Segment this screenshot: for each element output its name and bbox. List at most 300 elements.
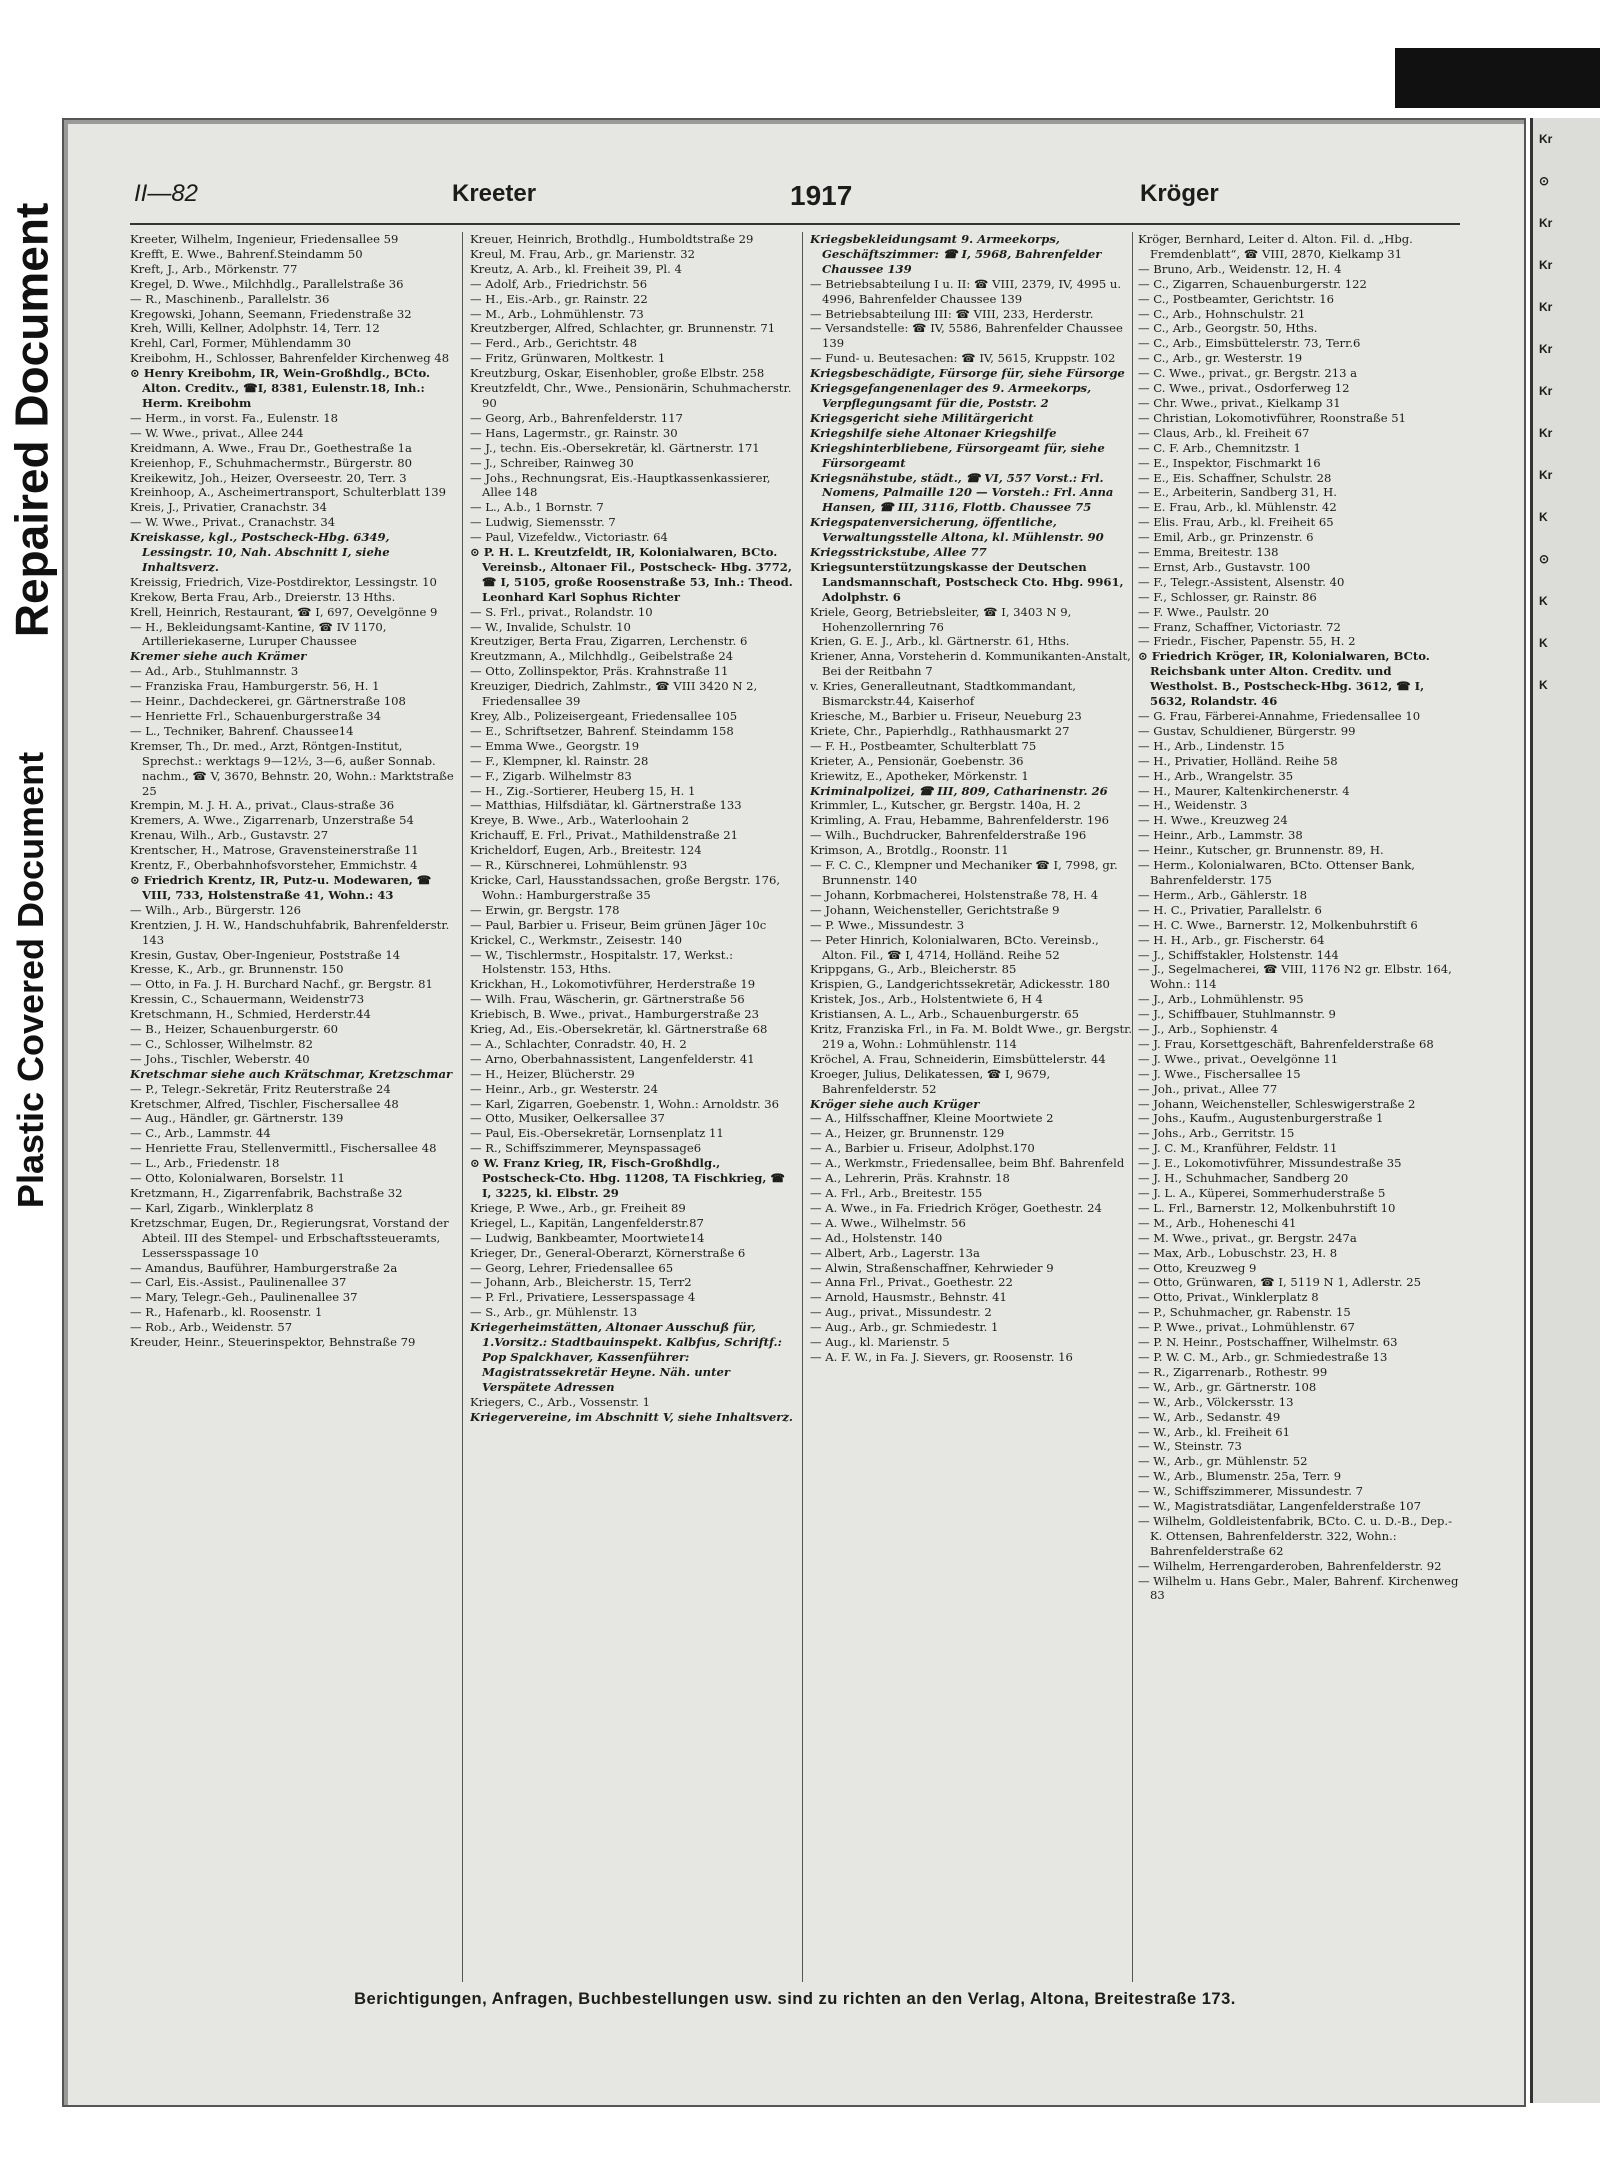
next-page-fragment: K: [1539, 636, 1548, 650]
directory-entry: Kriegsbeschädigte, Fürsorge für, siehe Fürsorge: [810, 366, 1125, 381]
directory-entry: — H., Privatier, Holländ. Reihe 58: [1138, 753, 1338, 768]
next-page-fragment: ⊙: [1539, 552, 1550, 566]
directory-entry: — Wilh., Buchdrucker, Bahrenfelderstraße 196: [810, 828, 1087, 843]
directory-entry: Kritz, Franziska Frl., in Fa. M. Boldt Wwe., gr. Bergstr. 219 a, Wohn.: Lohmühlenstr. 114: [810, 1022, 1133, 1051]
directory-entry: — Johs., Arb., Gerritstr. 15: [1138, 1126, 1295, 1141]
directory-entry: Krehl, Carl, Former, Mühlendamm 30: [130, 336, 352, 351]
directory-entry: — M. Wwe., privat., gr. Bergstr. 247a: [1138, 1230, 1357, 1245]
directory-entry: — R., Schiffszimmerer, Meynspassage6: [470, 1141, 702, 1156]
directory-entry: — E., Inspektor, Fischmarkt 16: [1138, 455, 1321, 470]
directory-entry: — Johs., Tischler, Weberstr. 40: [130, 1051, 310, 1066]
directory-entry: Kressin, C., Schauermann, Weidenstr73: [130, 992, 365, 1007]
directory-entry: — J. E., Lokomotivführer, Missundestraße 35: [1138, 1156, 1402, 1171]
directory-entry: Kreidmann, A. Wwe., Frau Dr., Goethestraße 1a: [130, 440, 412, 455]
directory-entry: Kreikewitz, Joh., Heizer, Overseestr. 20, Terr. 3: [130, 470, 407, 485]
directory-entry: Kreutzmann, A., Milchhdlg., Geibelstraße 24: [470, 649, 734, 664]
directory-entry: — J., Segelmacherei, ☎ VIII, 1176 N2 gr. Elbstr. 164, Wohn.: 114: [1138, 962, 1452, 992]
directory-entry: Kriete, Chr., Papierhdlg., Rathhausmarkt 27: [810, 723, 1070, 738]
directory-entry: Krekow, Berta Frau, Arb., Dreierstr. 13 Hths.: [130, 589, 396, 604]
directory-entry: — W., Invalide, Schulstr. 10: [470, 619, 631, 634]
directory-entry: — Arnold, Hausmstr., Behnstr. 41: [810, 1290, 1007, 1305]
directory-entry: Kröchel, A. Frau, Schneiderin, Eimsbüttelerstr. 44: [810, 1051, 1106, 1066]
directory-entry: Kriegervereine, im Abschnitt V, siehe Inhaltsverz.: [470, 1409, 793, 1424]
directory-entry: Kriegspatenversicherung, öffentliche, Verwaltungsstelle Altona, kl. Mühlenstr. 90: [810, 515, 1104, 545]
next-page-fragment: Kr: [1539, 342, 1553, 356]
directory-entry: — Johs., Rechnungsrat, Eis.-Hauptkassenkassierer, Allee 148: [470, 470, 771, 500]
directory-entry: — F., Zigarb. Wilhelmstr 83: [470, 768, 632, 783]
directory-entry: — C. F. Arb., Chemnitzstr. 1: [1138, 440, 1301, 455]
directory-entry: — W., Arb., gr. Gärtnerstr. 108: [1138, 1379, 1317, 1394]
next-page-fragment: Kr: [1539, 384, 1553, 398]
directory-entry: — J. H., Schuhmacher, Sandberg 20: [1138, 1171, 1349, 1186]
directory-entry: — A. Wwe., Wilhelmstr. 56: [810, 1215, 966, 1230]
directory-entry: — Ludwig, Siemensstr. 7: [470, 515, 616, 530]
directory-entry: — H. C., Privatier, Parallelstr. 6: [1138, 902, 1322, 917]
directory-entry: Kriminalpolizei, ☎ III, 809, Catharinenstr. 26: [810, 783, 1108, 798]
directory-entry: ⊙ Friedrich Kröger, IR, Kolonialwaren, BCto. Reichsbank unter Alton. Creditv. und Westholst. B., Postscheck-Hbg. 3612, ☎ I, 5632, Rolandstr. 46: [1138, 649, 1430, 709]
directory-entry: — M., Arb., Hoheneschi 41: [1138, 1215, 1297, 1230]
directory-entry: — Otto, Grünwaren, ☎ I, 5119 N 1, Adlerstr. 25: [1138, 1275, 1422, 1290]
directory-entry: — J. C. M., Kranführer, Feldstr. 11: [1138, 1141, 1338, 1156]
directory-entry: — Aug., privat., Missundestr. 2: [810, 1305, 992, 1320]
directory-entry: — G. Frau, Färberei-Annahme, Friedensallee 10: [1138, 709, 1421, 723]
directory-entry: Kreutzburg, Oskar, Eisenhobler, große Elbstr. 258: [470, 366, 765, 381]
directory-entry: — Anna Frl., Privat., Goethestr. 22: [810, 1275, 1013, 1290]
directory-entry: — Peter Hinrich, Kolonialwaren, BCto. Vereinsb., Alton. Fil., ☎ I, 4714, Holländ. Reihe 52: [810, 932, 1099, 962]
next-page-fragment: Kr: [1539, 258, 1553, 272]
column-1: [130, 232, 455, 1982]
directory-entry: — A., Lehrerin, Präs. Krahnstr. 18: [810, 1171, 1010, 1186]
directory-entry: Krell, Heinrich, Restaurant, ☎ I, 697, Oevelgönne 9: [130, 604, 438, 619]
directory-entry: — F., Klempner, kl. Rainstr. 28: [470, 753, 649, 768]
directory-entry: — R., Zigarrenarb., Rothestr. 99: [1138, 1364, 1328, 1379]
directory-entry: — J., Schiffstakler, Holstenstr. 144: [1138, 947, 1339, 962]
directory-entry: Kriegsnähstube, städt., ☎ VI, 557 Vorst.: Frl. Nomens, Palmaille 120 — Vorsteh.: Frl. Anna Hansen, ☎ III, 3116, Flottb. Chaussee 75: [810, 470, 1114, 515]
directory-entry: — Henriette Frau, Stellenvermittl., Fischersallee 48: [130, 1141, 437, 1156]
header-last-word: Kröger: [1140, 180, 1219, 207]
directory-entry: — Elis. Frau, Arb., kl. Freiheit 65: [1138, 515, 1334, 530]
directory-entry: Kretzmann, H., Zigarrenfabrik, Bachstraße 32: [130, 1186, 403, 1200]
directory-entry: — Rob., Arb., Weidenstr. 57: [130, 1320, 293, 1335]
directory-entry: — Otto, Musiker, Oelkersallee 37: [470, 1111, 665, 1126]
directory-entry: Kretzschmar, Eugen, Dr., Regierungsrat, Vorstand der Abteil. III des Stempel- und Erbschaftssteueramts, Lessersspassage 10: [130, 1215, 449, 1260]
directory-entry: Kriegsgericht siehe Militärgericht: [810, 410, 1034, 425]
directory-entry: Kriegsunterstützungskasse der Deutschen Landsmannschaft, Postscheck Cto. Hbg. 9961, Adolphstr. 6: [810, 559, 1124, 604]
column-divider: [462, 232, 463, 1982]
directory-entry: — Ferd., Arb., Gerichtstr. 48: [470, 336, 637, 351]
directory-entry: — H., Bekleidungsamt-Kantine, ☎ IV 1170, Artilleriekaserne, Luruper Chaussee: [130, 619, 387, 649]
directory-entry: Kremers, A. Wwe., Zigarrenarb, Unzerstraße 54: [130, 813, 414, 828]
directory-entry: — Christian, Lokomotivführer, Roonstraße 51: [1138, 410, 1407, 425]
directory-entry: — Herm., Arb., Gählerstr. 18: [1138, 887, 1307, 902]
directory-entry: — W., Steinstr. 73: [1138, 1439, 1242, 1454]
directory-entry: Krickhan, H., Lokomotivführer, Herderstraße 19: [470, 977, 756, 992]
next-page-fragment: K: [1539, 678, 1548, 692]
directory-entry: Kreissig, Friedrich, Vize-Postdirektor, Lessingstr. 10: [130, 574, 437, 589]
directory-entry: — W., Schiffszimmerer, Missundestr. 7: [1138, 1484, 1364, 1499]
directory-entry: — Heinr., Arb., Lammstr. 38: [1138, 828, 1303, 843]
directory-entry: Krimmler, L., Kutscher, gr. Bergstr. 140a, H. 2: [810, 798, 1081, 813]
directory-entry: — Wilh. Frau, Wäscherin, gr. Gärtnerstraße 56: [470, 992, 745, 1007]
directory-entry: Kriege, P. Wwe., Arb., gr. Freiheit 89: [470, 1200, 686, 1215]
directory-entry: — C., Arb., Hohnschulstr. 21: [1138, 306, 1306, 321]
directory-entry: — C., Arb., Georgstr. 50, Hths.: [1138, 321, 1318, 336]
directory-entry: Kriegshilfe siehe Altonaer Kriegshilfe: [810, 425, 1057, 440]
directory-entry: Kreeter, Wilhelm, Ingenieur, Friedensallee 59: [130, 232, 399, 246]
directory-entry: — Karl, Zigarb., Winklerplatz 8: [130, 1200, 314, 1215]
directory-entry: Kreutz, A. Arb., kl. Freiheit 39, Pl. 4: [470, 261, 682, 276]
directory-entry: — Erwin, gr. Bergstr. 178: [470, 902, 620, 917]
directory-entry: — Gustav, Schuldiener, Bürgerstr. 99: [1138, 723, 1356, 738]
directory-entry: Krispien, G., Landgerichtssekretär, Adickesstr. 180: [810, 977, 1110, 992]
column-divider: [1132, 232, 1133, 1982]
directory-entry: — J. Wwe., privat., Oevelgönne 11: [1138, 1051, 1339, 1066]
header-first-word: Kreeter: [452, 180, 537, 207]
directory-entry: Kreutzberger, Alfred, Schlachter, gr. Brunnenstr. 71: [470, 321, 776, 336]
directory-entry: Kreft, J., Arb., Mörkenstr. 77: [130, 261, 298, 276]
directory-entry: — Hans, Lagermstr., gr. Rainstr. 30: [470, 425, 678, 440]
directory-entry: — Ernst, Arb., Gustavstr. 100: [1138, 559, 1311, 574]
directory-entry: — Amandus, Bauführer, Hamburgerstraße 2a: [130, 1260, 398, 1275]
directory-entry: — Emma Wwe., Georgstr. 19: [470, 738, 640, 753]
directory-entry: — Max, Arb., Lobuschstr. 23, H. 8: [1138, 1245, 1338, 1260]
directory-entry: — Johann, Arb., Bleicherstr. 15, Terr2: [470, 1275, 692, 1290]
directory-entry: — Heinr., Dachdeckerei, gr. Gärtnerstraße 108: [130, 694, 406, 709]
directory-entry: — E., Arbeiterin, Sandberg 31, H.: [1138, 485, 1337, 500]
directory-entry: — Otto, Kreuzweg 9: [1138, 1260, 1257, 1275]
directory-entry: — P., Telegr.-Sekretär, Fritz Reuterstraße 24: [130, 1081, 391, 1096]
directory-entry: Kretschmann, H., Schmied, Herderstr.44: [130, 1007, 371, 1022]
directory-entry: — Wilh., Arb., Bürgerstr. 126: [130, 902, 302, 917]
directory-entry: Kreh, Willi, Kellner, Adolphstr. 14, Terr. 12: [130, 321, 380, 336]
directory-entry: — Otto, Privat., Winklerplatz 8: [1138, 1290, 1319, 1305]
directory-entry: — Claus, Arb., kl. Freiheit 67: [1138, 425, 1310, 440]
directory-entry: — A. F. W., in Fa. J. Sievers, gr. Roosenstr. 16: [810, 1349, 1073, 1364]
directory-entry: — C., Arb., Eimsbüttelerstr. 73, Terr.6: [1138, 336, 1361, 351]
directory-entry: Kricheldorf, Eugen, Arb., Breitestr. 124: [470, 843, 702, 858]
directory-entry: — Georg, Lehrer, Friedensallee 65: [470, 1260, 674, 1275]
directory-entry: Kriesche, M., Barbier u. Friseur, Neueburg 23: [810, 709, 1082, 723]
next-page-fragment: ⊙: [1539, 174, 1550, 188]
directory-entry: — Ludwig, Bankbeamter, Moortwiete14: [470, 1230, 705, 1245]
directory-entry: — W., Arb., kl. Freiheit 61: [1138, 1424, 1291, 1439]
directory-entry: — A., Schlachter, Conradstr. 40, H. 2: [470, 1036, 687, 1051]
directory-entry: — A., Hilfsschaffner, Kleine Moortwiete 2: [810, 1111, 1054, 1126]
directory-entry: Krentzien, J. H. W., Handschuhfabrik, Bahrenfelderstr. 143: [130, 917, 450, 947]
directory-entry: — Franz, Schaffner, Victoriastr. 72: [1138, 619, 1341, 634]
directory-entry: — E., Eis. Schaffner, Schulstr. 28: [1138, 470, 1332, 485]
column-4: [1138, 232, 1463, 1982]
directory-entry: — W. Wwe., Privat., Cranachstr. 34: [130, 515, 336, 530]
page-header: [130, 180, 1460, 220]
directory-entry: — Johann, Weichensteller, Gerichtstraße 9: [810, 902, 1060, 917]
directory-entry: — W., Tischlermstr., Hospitalstr. 17, Werkst.: Holstenstr. 153, Hths.: [470, 947, 734, 977]
directory-entry: — Joh., privat., Allee 77: [1138, 1081, 1278, 1096]
next-page-edge: [1530, 118, 1600, 2103]
directory-entry: — S. Frl., privat., Rolandstr. 10: [470, 604, 653, 619]
directory-entry: Krippgans, G., Arb., Bleicherstr. 85: [810, 962, 1017, 977]
directory-entry: Krenau, Wilh., Arb., Gustavstr. 27: [130, 828, 329, 843]
directory-entry: — W., Magistratsdiätar, Langenfelderstraße 107: [1138, 1499, 1422, 1514]
directory-entry: — W., Arb., Sedanstr. 49: [1138, 1409, 1281, 1424]
directory-entry: — Herm., Kolonialwaren, BCto. Ottenser Bank, Bahrenfelderstr. 175: [1138, 858, 1415, 887]
directory-entry: — Otto, Zollinspektor, Präs. Krahnstraße 11: [470, 664, 729, 679]
directory-entry: — C., Postbeamter, Gerichtstr. 16: [1138, 291, 1335, 306]
directory-entry: — Heinr., Arb., gr. Westerstr. 24: [470, 1081, 659, 1096]
directory-entry: — L., A.b., 1 Bornstr. 7: [470, 500, 604, 515]
directory-entry: — Johs., Kaufm., Augustenburgerstraße 1: [1138, 1111, 1384, 1126]
directory-entry: — P. Frl., Privatiere, Lesserspassage 4: [470, 1290, 696, 1305]
directory-entry: — H. C. Wwe., Barnerstr. 12, Molkenbuhrstift 6: [1138, 917, 1418, 932]
directory-entry: ⊙ Friedrich Krentz, IR, Putz-u. Modewaren, ☎ VIII, 733, Holstenstraße 41, Wohn.: 43: [130, 872, 432, 902]
directory-entry: Kriegel, L., Kapitän, Langenfelderstr.87: [470, 1215, 704, 1230]
directory-entry: Krichauff, E. Frl., Privat., Mathildenstraße 21: [470, 828, 739, 843]
directory-entry: — Chr. Wwe., privat., Kielkamp 31: [1138, 395, 1341, 410]
directory-entry: Kristek, Jos., Arb., Holstentwiete 6, H 4: [810, 992, 1043, 1007]
repaired-document-label: [0, 160, 65, 680]
directory-entry: — Wilhelm, Goldleistenfabrik, BCto. C. u. D.-B., Dep.-K. Ottensen, Bahrenfelderstr. 322, Wohn.: Bahrenfelderstraße 62: [1138, 1513, 1452, 1558]
directory-entry: — E. Frau, Arb., kl. Mühlenstr. 42: [1138, 500, 1337, 515]
directory-entry: ⊙ P. H. L. Kreutzfeldt, IR, Kolonialwaren, BCto. Vereinsb., Altonaer Fil., Postscheck- Hbg. 3772, ☎ I, 5105, große Roosenstraße 53, Inh.: Theod. Leonhard Karl Sophus Richter: [470, 545, 793, 604]
next-page-fragment: K: [1539, 594, 1548, 608]
directory-entry: — H. Wwe., Kreuzweg 24: [1138, 813, 1288, 828]
directory-entry: — A., Barbier u. Friseur, Adolphst.170: [810, 1141, 1035, 1156]
directory-entry: — Carl, Eis.-Assist., Paulinenallee 37: [130, 1275, 347, 1290]
next-page-fragment: Kr: [1539, 300, 1553, 314]
directory-entry: — B., Heizer, Schauenburgerstr. 60: [130, 1022, 339, 1037]
directory-entry: — J., Schreiber, Rainweg 30: [470, 455, 634, 470]
directory-entry: — Betriebsabteilung III: ☎ VIII, 233, Herderstr.: [810, 306, 1094, 321]
directory-entry: — H., Heizer, Blücherstr. 29: [470, 1066, 635, 1081]
directory-entry: — C., Arb., Lammstr. 44: [130, 1126, 271, 1141]
directory-entry: — Matthias, Hilfsdiätar, kl. Gärtnerstraße 133: [470, 798, 742, 813]
directory-entry: Krey, Alb., Polizeisergeant, Friedensallee 105: [470, 709, 738, 723]
directory-entry: Kriebisch, B. Wwe., privat., Hamburgerstraße 23: [470, 1007, 760, 1022]
directory-entry: Kreienhop, F., Schuhmachermstr., Bürgerstr. 80: [130, 455, 413, 470]
directory-entry: — F., Telegr.-Assistent, Alsenstr. 40: [1138, 574, 1345, 589]
directory-entry: — J. Wwe., Fischersallee 15: [1138, 1066, 1301, 1081]
directory-entry: Kresin, Gustav, Ober-Ingenieur, Poststraße 14: [130, 947, 401, 962]
directory-entry: — W. Wwe., privat., Allee 244: [130, 425, 304, 440]
directory-entry: Krempin, M. J. H. A., privat., Claus-straße 36: [130, 798, 395, 813]
directory-entry: Krefft, E. Wwe., Bahrenf.Steindamm 50: [130, 246, 363, 261]
directory-entry: — Paul, Barbier u. Friseur, Beim grünen Jäger 10c: [470, 917, 767, 932]
next-page-fragment: Kr: [1539, 216, 1553, 230]
directory-entry: — Franziska Frau, Hamburgerstr. 56, H. 1: [130, 679, 380, 694]
directory-entry: — C., Schlosser, Wilhelmstr. 82: [130, 1036, 313, 1051]
directory-page: [62, 118, 1526, 2107]
directory-entry: Kregowski, Johann, Seemann, Friedenstraße 32: [130, 306, 412, 321]
directory-entry: — F. Wwe., Paulstr. 20: [1138, 604, 1270, 619]
directory-entry: Kreis, J., Privatier, Cranachstr. 34: [130, 500, 327, 515]
directory-entry: Kremser, Th., Dr. med., Arzt, Röntgen-Institut, Sprechst.: werktags 9—12½, 3—6, außer Sonnab. nachm., ☎ V, 3670, Behnstr. 20, Wohn.: Marktstraße 25: [130, 738, 454, 798]
directory-entry: — F., Schlosser, gr. Rainstr. 86: [1138, 589, 1317, 604]
directory-entry: Kricke, Carl, Hausstandssachen, große Bergstr. 176, Wohn.: Hamburgerstraße 35: [470, 872, 781, 902]
directory-entry: Kriegsbekleidungsamt 9. Armeekorps, Geschäftszimmer: ☎ I, 5968, Bahrenfelder Chaussee 139: [810, 232, 1102, 276]
column-2: [470, 232, 795, 1982]
directory-entry: Kreutziger, Berta Frau, Zigarren, Lerchenstr. 6: [470, 634, 748, 649]
directory-entry: — Aug., kl. Marienstr. 5: [810, 1335, 950, 1350]
directory-entry: Kröger siehe auch Krüger: [810, 1096, 980, 1111]
directory-entry: Kreuer, Heinrich, Brothdlg., Humboldtstraße 29: [470, 232, 754, 246]
directory-entry: Kresse, K., Arb., gr. Brunnenstr. 150: [130, 962, 344, 977]
directory-entry: — J., Arb., Lohmühlenstr. 95: [1138, 992, 1304, 1007]
directory-entry: — J., Arb., Sophienstr. 4: [1138, 1022, 1278, 1037]
plastic-covered-label: [0, 700, 65, 1260]
directory-entry: ⊙ Henry Kreibohm, IR, Wein-Großhdlg., BCto. Alton. Creditv., ☎I, 8381, Eulenstr.18, Inh.: Herm. Kreibohm: [130, 366, 431, 410]
directory-entry: — H., Weidenstr. 3: [1138, 798, 1248, 813]
directory-entry: — W., Arb., gr. Mühlenstr. 52: [1138, 1454, 1308, 1469]
directory-entry: Kriewitz, E., Apotheker, Mörkenstr. 1: [810, 768, 1029, 783]
header-year: 1917: [790, 180, 853, 211]
directory-entry: Kreibohm, H., Schlosser, Bahrenfelder Kirchenweg 48: [130, 351, 450, 366]
directory-entry: — Adolf, Arb., Friedrichstr. 56: [470, 276, 648, 291]
directory-entry: — Otto, in Fa. J. H. Burchard Nachf., gr. Bergstr. 81: [130, 977, 433, 992]
directory-entry: Krentz, F., Oberbahnhofsvorsteher, Emmichstr. 4: [130, 858, 418, 873]
page-number: II—82: [134, 180, 199, 207]
directory-entry: Kriegshinterbliebene, Fürsorgeamt für, siehe Fürsorgeamt: [810, 440, 1105, 470]
scan-corner-block: [1395, 48, 1600, 108]
entry-columns: [130, 232, 1460, 1982]
directory-entry: — J., techn. Eis.-Obersekretär, kl. Gärtnerstr. 171: [470, 440, 760, 455]
directory-entry: — H., Arb., Wrangelstr. 35: [1138, 768, 1294, 783]
directory-entry: — H., Arb., Lindenstr. 15: [1138, 738, 1285, 753]
directory-entry: — R., Hafenarb., kl. Roosenstr. 1: [130, 1305, 323, 1320]
directory-entry: — Mary, Telegr.-Geh., Paulinenallee 37: [130, 1290, 358, 1305]
directory-entry: — Johann, Weichensteller, Schleswigerstraße 2: [1138, 1096, 1416, 1111]
directory-entry: — Betriebsabteilung I u. II: ☎ VIII, 2379, IV, 4995 u. 4996, Bahrenfelder Chaussee 139: [810, 276, 1122, 306]
directory-entry: — Ad., Holstenstr. 140: [810, 1230, 943, 1245]
directory-entry: — J. L. A., Küperei, Sommerhuderstraße 5: [1138, 1186, 1386, 1200]
directory-entry: Krieg, Ad., Eis.-Obersekretär, kl. Gärtnerstraße 68: [470, 1022, 768, 1037]
directory-entry: Kreinhoop, A., Ascheimertransport, Schulterblatt 139: [130, 485, 446, 500]
directory-entry: — Henriette Frl., Schauenburgerstraße 34: [130, 709, 382, 723]
directory-entry: Kriegers, C., Arb., Vossenstr. 1: [470, 1394, 650, 1409]
directory-entry: Kriele, Georg, Betriebsleiter, ☎ I, 3403 N 9, Hohenzollernring 76: [810, 604, 1072, 634]
directory-entry: — Karl, Zigarren, Goebenstr. 1, Wohn.: Arnoldstr. 36: [470, 1096, 780, 1111]
directory-entry: Kriegsgefangenenlager des 9. Armeekorps, Verpflegungsamt für die, Poststr. 2: [810, 381, 1092, 410]
next-page-fragment: Kr: [1539, 426, 1553, 440]
directory-entry: — S., Arb., gr. Mühlenstr. 13: [470, 1305, 638, 1320]
directory-entry: — Friedr., Fischer, Papenstr. 55, H. 2: [1138, 634, 1356, 649]
directory-entry: Krentscher, H., Matrose, Gravensteinerstraße 11: [130, 843, 419, 858]
directory-entry: — Wilhelm, Herrengarderoben, Bahrenfelderstr. 92: [1138, 1558, 1442, 1573]
directory-entry: — L., Arb., Friedenstr. 18: [130, 1156, 280, 1171]
directory-entry: — Aug., Händler, gr. Gärtnerstr. 139: [130, 1111, 344, 1126]
directory-entry: — Emma, Breitestr. 138: [1138, 545, 1279, 560]
directory-entry: Kreuder, Heinr., Steuerinspektor, Behnstraße 79: [130, 1335, 416, 1350]
directory-entry: — Albert, Arb., Lagerstr. 13a: [810, 1245, 980, 1260]
repaired-label-text: Repaired Document: [5, 202, 57, 638]
directory-entry: — E., Schriftsetzer, Bahrenf. Steindamm 158: [470, 723, 734, 738]
directory-entry: Kretschmar siehe auch Krätschmar, Kretzschmar: [130, 1066, 453, 1081]
next-page-fragment: Kr: [1539, 132, 1553, 146]
directory-entry: — L., Techniker, Bahrenf. Chaussee14: [130, 723, 354, 738]
directory-entry: Kroeger, Julius, Delikatessen, ☎ I, 9679, Bahrenfelderstr. 52: [810, 1066, 1051, 1096]
directory-entry: — Ad., Arb., Stuhlmannstr. 3: [130, 664, 299, 679]
directory-entry: — M., Arb., Lohmühlenstr. 73: [470, 306, 644, 321]
directory-entry: — C., Arb., gr. Westerstr. 19: [1138, 351, 1303, 366]
directory-entry: Krimson, A., Brotdlg., Roonstr. 11: [810, 843, 1009, 858]
directory-entry: — A., Werkmstr., Friedensallee, beim Bhf. Bahrenfeld: [810, 1156, 1125, 1171]
directory-entry: Kriener, Anna, Vorsteherin d. Kommunikanten-Anstalt, Bei der Reitbahn 7: [810, 649, 1131, 679]
directory-entry: — Otto, Kolonialwaren, Borselstr. 11: [130, 1171, 345, 1186]
directory-entry: — P. Wwe., privat., Lohmühlenstr. 67: [1138, 1320, 1355, 1335]
directory-entry: — C., Zigarren, Schauenburgerstr. 122: [1138, 276, 1367, 291]
directory-entry: — F. H., Postbeamter, Schulterblatt 75: [810, 738, 1037, 753]
directory-entry: — L. Frl., Barnerstr. 12, Molkenbuhrstift 10: [1138, 1200, 1396, 1215]
directory-entry: — Alwin, Straßenschaffner, Kehrwieder 9: [810, 1260, 1054, 1275]
directory-entry: — W., Arb., Völckersstr. 13: [1138, 1394, 1294, 1409]
directory-entry: — A. Frl., Arb., Breitestr. 155: [810, 1186, 983, 1200]
column-divider: [802, 232, 803, 1982]
directory-entry: — Bruno, Arb., Weidenstr. 12, H. 4: [1138, 261, 1342, 276]
directory-entry: Kristiansen, A. L., Arb., Schauenburgerstr. 65: [810, 1007, 1080, 1022]
directory-entry: — Herm., in vorst. Fa., Eulenstr. 18: [130, 410, 338, 425]
directory-entry: — Arno, Oberbahnassistent, Langenfelderstr. 41: [470, 1051, 755, 1066]
directory-entry: — R., Maschinenb., Parallelstr. 36: [130, 291, 330, 306]
directory-entry: — W., Arb., Blumenstr. 25a, Terr. 9: [1138, 1469, 1342, 1484]
plastic-label-text: Plastic Covered Document: [10, 751, 52, 1209]
directory-entry: Kreiskasse, kgl., Postscheck-Hbg. 6349, Lessingstr. 10, Nah. Abschnitt I, siehe Inhaltsverz.: [130, 530, 390, 574]
directory-entry: — Paul, Vizefeldw., Victoriastr. 64: [470, 530, 668, 545]
publisher-footer: Berichtigungen, Anfragen, Buchbestellungen usw. sind zu richten an den Verlag, Altona, Breitestraße 173.: [354, 1990, 1236, 2008]
directory-entry: — P. N. Heinr., Postschaffner, Wilhelmstr. 63: [1138, 1335, 1398, 1350]
directory-entry: ⊙ W. Franz Krieg, IR, Fisch-Großhdlg., Postscheck-Cto. Hbg. 11208, TA Fischkrieg, ☎ I, 3225, kl. Elbstr. 29: [470, 1156, 785, 1200]
next-page-fragment: Kr: [1539, 468, 1553, 482]
directory-entry: — Fund- u. Beutesachen: ☎ IV, 5615, Kruppstr. 102: [810, 351, 1116, 366]
directory-entry: — P. Wwe., Missundestr. 3: [810, 917, 965, 932]
directory-entry: Kregel, D. Wwe., Milchhdlg., Parallelstraße 36: [130, 276, 404, 291]
directory-entry: — A. Wwe., in Fa. Friedrich Kröger, Goethestr. 24: [810, 1200, 1102, 1215]
directory-entry: Kriegerheimstätten, Altonaer Ausschuß für, 1.Vorsitz.: Stadtbauinspekt. Kalbfus, Schriftf.: Pop Spalckhaver, Kassenführer: Magistratssekretär Heyne. Näh. unter Verspätete Adressen: [470, 1320, 782, 1394]
directory-entry: — J. Frau, Korsettgeschäft, Bahrenfelderstraße 68: [1138, 1036, 1434, 1051]
directory-entry: — C. Wwe., privat., Osdorferweg 12: [1138, 381, 1350, 396]
directory-entry: — Johann, Korbmacherei, Holstenstraße 78, H. 4: [810, 887, 1099, 902]
directory-entry: Krickel, C., Werkmstr., Zeisestr. 140: [470, 932, 683, 947]
directory-entry: Kremer siehe auch Krämer: [130, 649, 307, 664]
directory-entry: — Paul, Eis.-Obersekretär, Lornsenplatz 11: [470, 1126, 724, 1141]
directory-entry: — R., Kürschnerei, Lohmühlenstr. 93: [470, 858, 688, 873]
directory-entry: Kretschmer, Alfred, Tischler, Fischersallee 48: [130, 1096, 399, 1111]
directory-entry: Krieger, Dr., General-Oberarzt, Körnerstraße 6: [470, 1245, 746, 1260]
directory-entry: — Emil, Arb., gr. Prinzenstr. 6: [1138, 530, 1314, 545]
directory-entry: Kreye, B. Wwe., Arb., Waterloohain 2: [470, 813, 690, 828]
next-page-fragment: K: [1539, 510, 1548, 524]
directory-entry: Krien, G. E. J., Arb., kl. Gärtnerstr. 61, Hths.: [810, 634, 1070, 649]
directory-entry: — H. H., Arb., gr. Fischerstr. 64: [1138, 932, 1325, 947]
directory-entry: — H., Maurer, Kaltenkirchenerstr. 4: [1138, 783, 1350, 798]
directory-entry: — H., Zig.-Sortierer, Heuberg 15, H. 1: [470, 783, 696, 798]
directory-entry: — Wilhelm u. Hans Gebr., Maler, Bahrenf. Kirchenweg 83: [1138, 1573, 1459, 1603]
directory-entry: — H., Eis.-Arb., gr. Rainstr. 22: [470, 291, 648, 306]
header-rule: [130, 223, 1460, 225]
directory-entry: — P. W. C. M., Arb., gr. Schmiedestraße 13: [1138, 1349, 1388, 1364]
directory-entry: Kröger, Bernhard, Leiter d. Alton. Fil. d. „Hbg. Fremdenblatt“, ☎ VIII, 2870, Kielkamp 31: [1138, 232, 1413, 261]
directory-entry: Krimling, A. Frau, Hebamme, Bahrenfelderstr. 196: [810, 813, 1110, 828]
directory-entry: — Heinr., Kutscher, gr. Brunnenstr. 89, H.: [1138, 843, 1384, 858]
directory-entry: Kreutzfeldt, Chr., Wwe., Pensionärin, Schuhmacherstr. 90: [470, 381, 792, 410]
directory-entry: — Aug., Arb., gr. Schmiedestr. 1: [810, 1320, 999, 1335]
directory-entry: — Versandstelle: ☎ IV, 5586, Bahrenfelder Chaussee 139: [810, 321, 1123, 351]
directory-entry: Kreul, M. Frau, Arb., gr. Marienstr. 32: [470, 246, 696, 261]
directory-entry: Kreuziger, Diedrich, Zahlmstr., ☎ VIII 3420 N 2, Friedensallee 39: [470, 679, 758, 709]
directory-entry: — C. Wwe., privat., gr. Bergstr. 213 a: [1138, 366, 1358, 381]
directory-entry: — Fritz, Grünwaren, Moltkestr. 1: [470, 351, 666, 366]
directory-entry: — F. C. C., Klempner und Mechaniker ☎ I, 7998, gr. Brunnenstr. 140: [810, 858, 1118, 887]
directory-entry: Kriegsstrickstube, Allee 77: [810, 545, 987, 560]
directory-entry: — P., Schuhmacher, gr. Rabenstr. 15: [1138, 1305, 1351, 1320]
